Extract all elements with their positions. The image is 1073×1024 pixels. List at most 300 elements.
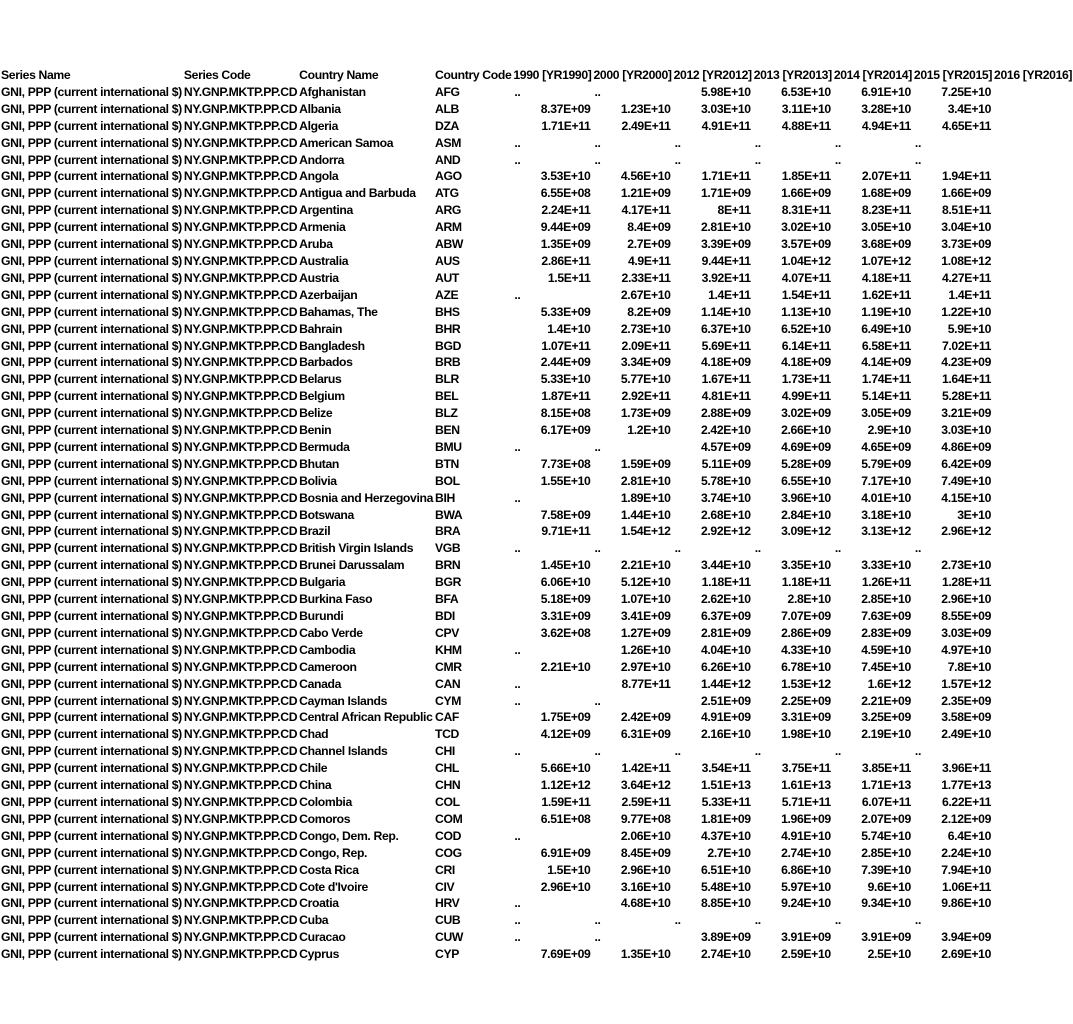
table-cell: 4.99E+11 [781,389,831,404]
table-cell: NY.GNP.MKTP.PP.CD [183,761,298,776]
table-cell: .. [514,693,521,708]
table-cell: NY.GNP.MKTP.PP.CD [183,913,298,928]
table-cell: 4.12E+09 [540,727,591,742]
table-row [0,895,1073,912]
table-cell: CIV [435,879,455,894]
table-cell: GNI, PPP (current international $) [1,355,182,370]
table-cell: GNI, PPP (current international $) [1,287,182,302]
table-cell: .. [754,541,761,556]
table-cell [993,693,1073,710]
table-cell: NY.GNP.MKTP.PP.CD [183,609,298,623]
table-row [0,439,1073,456]
table-cell: 8.51E+11 [941,203,992,218]
table-row [0,760,1073,777]
table-cell: 5.71E+11 [781,794,831,809]
table-cell: Cayman Islands [299,693,388,708]
table-row [0,828,1073,845]
table-cell: 8.2E+09 [627,304,671,319]
table-cell: BWA [435,507,463,522]
table-cell: GNI, PPP (current international $) [1,778,182,793]
table-cell: GNI, PPP (current international $) [1,304,182,319]
table-cell: 5.28E+09 [781,456,831,471]
table-cell: 1.67E+11 [701,372,751,387]
table-cell: CHI [435,744,455,759]
table-cell: NY.GNP.MKTP.PP.CD [183,947,298,962]
table-cell: 7.17E+10 [861,473,911,488]
table-row [0,523,1073,540]
table-cell: 7.8E+10 [947,659,992,674]
table-cell: GNI, PPP (current international $) [1,930,182,945]
table-cell: 3.4E+10 [947,101,992,116]
table-cell: 1.13E+10 [781,304,831,319]
table-cell: ATG [435,186,459,201]
table-cell: 3.34E+09 [620,355,671,370]
table-cell [993,118,1073,135]
table-cell: 2.86E+09 [781,625,831,640]
table-cell: 5.18E+09 [540,592,591,607]
table-cell: .. [594,152,601,167]
table-cell: 4.97E+10 [941,642,992,657]
table-cell: 6.86E+10 [781,862,831,877]
table-cell: 4.15E+10 [941,490,992,505]
table-cell: 1.21E+09 [620,186,671,201]
table-cell: 6.49E+10 [861,321,911,336]
table-cell: Burkina Faso [299,592,373,607]
table-cell: 2.8E+10 [787,592,831,607]
table-cell: 2.33E+11 [621,270,671,285]
table-cell: .. [674,913,681,928]
table-cell: 1.77E+13 [941,778,992,793]
table-cell: .. [594,135,601,150]
table-row [0,912,1073,929]
table-cell: 2.74E+10 [781,845,831,860]
table-cell: Australia [299,253,349,268]
table-cell: NY.GNP.MKTP.PP.CD [183,423,298,438]
table-row [0,371,1073,388]
table-cell: BOL [435,473,460,488]
table-cell [993,642,1073,659]
table-cell: 3.68E+09 [861,237,911,252]
table-cell: 1.44E+10 [620,507,671,522]
table-cell: 2.12E+09 [941,811,992,826]
table-cell: 3.62E+08 [540,625,591,640]
table-cell: 2.21E+10 [620,558,671,573]
column-header: Country Code [435,68,512,82]
table-cell [993,490,1073,507]
table-cell: BGD [435,338,462,353]
table-cell: ARM [435,220,462,235]
table-cell [993,507,1073,524]
table-row [0,845,1073,862]
table-cell: 6.55E+08 [540,186,591,201]
table-cell: DZA [435,118,459,133]
table-cell: 3.94E+09 [941,930,992,945]
table-cell: NY.GNP.MKTP.PP.CD [183,338,298,353]
table-cell: Austria [299,270,339,285]
table-cell: 4.59E+10 [861,642,911,657]
table-cell: GNI, PPP (current international $) [1,744,182,759]
table-cell: NY.GNP.MKTP.PP.CD [183,169,298,184]
table-cell: 1.2E+10 [627,423,671,438]
table-cell: Bahamas, The [299,304,378,319]
table-cell: BEN [435,423,460,438]
table-cell: 1.62E+11 [861,287,911,302]
table-cell: 2.92E+11 [621,389,671,404]
table-cell: 4.57E+09 [700,439,751,454]
table-cell [993,236,1073,253]
table-cell: 7.58E+09 [540,507,591,522]
table-cell: 9.44E+11 [701,253,751,268]
table-cell [993,405,1073,422]
table-cell [993,287,1073,304]
table-cell: 1.85E+11 [781,169,831,184]
table-cell: COG [435,845,462,860]
table-cell: Cote d'Ivoire [299,879,368,894]
table-cell: 1.26E+11 [861,575,911,590]
table-cell: CUB [435,913,461,928]
table-cell: Andorra [299,152,345,167]
table-cell: NY.GNP.MKTP.PP.CD [183,794,298,809]
table-cell: 1.35E+09 [540,237,591,252]
table-cell: 4.56E+10 [620,169,671,184]
table-cell: BIH [435,490,455,505]
table-row [0,794,1073,811]
table-cell: American Samoa [299,135,394,150]
table-cell: HRV [435,896,460,911]
table-cell: 1.18E+11 [701,575,751,590]
table-cell: 5.97E+10 [781,879,831,894]
table-cell: 4.18E+11 [861,270,911,285]
table-cell: Belize [299,406,333,421]
table-cell [993,709,1073,726]
header-row [0,67,1073,84]
table-cell: 9.6E+10 [867,879,911,894]
table-cell: 3.89E+09 [700,930,751,945]
table-cell: GNI, PPP (current international $) [1,609,182,623]
table-cell: 2.96E+12 [941,524,992,539]
table-cell: 2.51E+09 [700,693,751,708]
table-cell [993,135,1073,152]
table-cell: 5.12E+10 [620,575,671,590]
table-cell: 8.23E+11 [861,203,911,218]
table-row [0,709,1073,726]
table-cell: 3.41E+09 [620,609,671,623]
table-cell [993,676,1073,693]
table-cell: NY.GNP.MKTP.PP.CD [183,406,298,421]
table-cell: .. [834,135,841,150]
table-cell: 5.78E+10 [700,473,751,488]
table-row [0,625,1073,642]
table-row [0,811,1073,828]
table-cell: NY.GNP.MKTP.PP.CD [183,930,298,945]
table-cell: 1.53E+12 [781,676,831,691]
table-cell: China [299,778,332,793]
table-cell: 1.66E+09 [941,186,992,201]
table-cell: GNI, PPP (current international $) [1,237,182,252]
table-cell: Bangladesh [299,338,365,353]
table-cell: 2.74E+10 [700,947,751,962]
table-cell: 1.14E+10 [700,304,751,319]
table-cell: 2.44E+09 [540,355,591,370]
table-cell: 2.09E+11 [621,338,671,353]
table-cell: Curacao [299,930,346,945]
table-cell: 1.71E+11 [541,118,591,133]
table-row [0,557,1073,574]
table-cell: 4.91E+10 [781,828,831,843]
table-cell: 5.28E+11 [941,389,992,404]
column-header: 2014 [YR2014] [833,68,912,82]
table-cell: 5.74E+10 [861,828,911,843]
table-cell: .. [594,913,601,928]
table-cell: .. [914,744,921,759]
table-cell [993,862,1073,879]
table-cell: 7.73E+08 [540,456,591,471]
table-cell: 1.61E+13 [781,778,831,793]
table-row [0,321,1073,338]
table-cell: 1.54E+12 [620,524,671,539]
table-cell: 3.75E+11 [781,761,831,776]
table-row [0,659,1073,676]
table-cell: 4.27E+11 [941,270,992,285]
table-cell: 6.52E+10 [781,321,831,336]
table-cell: NY.GNP.MKTP.PP.CD [183,439,298,454]
table-row [0,405,1073,422]
table-cell: 1.96E+09 [781,811,831,826]
table-cell: .. [514,84,521,99]
table-cell: .. [674,152,681,167]
table-cell [993,895,1073,912]
table-cell: 1.27E+09 [620,625,671,640]
table-cell: 1.51E+13 [700,778,751,793]
table-row [0,304,1073,321]
table-cell: 2.49E+10 [941,727,992,742]
table-row [0,591,1073,608]
table-cell: NY.GNP.MKTP.PP.CD [183,355,298,370]
table-cell: GNI, PPP (current international $) [1,879,182,894]
table-cell: 1.81E+09 [700,811,751,826]
table-cell: 2.9E+10 [867,423,911,438]
table-cell: 6.78E+10 [781,659,831,674]
table-row [0,236,1073,253]
table-cell: 2.81E+10 [620,473,671,488]
table-cell: Burundi [299,609,344,623]
table-cell: 2.16E+10 [700,727,751,742]
column-header: Series Code [183,68,251,82]
table-cell: 1.08E+12 [941,253,992,268]
table-cell: AGO [435,169,462,184]
table-cell: GNI, PPP (current international $) [1,253,182,268]
table-cell [993,557,1073,574]
table-cell: NY.GNP.MKTP.PP.CD [183,203,298,218]
table-cell: 1.75E+09 [540,710,591,725]
table-cell [993,523,1073,540]
table-cell [993,828,1073,845]
table-cell: 7.49E+10 [941,473,992,488]
table-cell [993,152,1073,169]
table-cell: 2.07E+11 [861,169,911,184]
table-row [0,253,1073,270]
table-cell: GNI, PPP (current international $) [1,152,182,167]
table-cell: BFA [435,592,459,607]
table-cell: 5.98E+10 [700,84,751,99]
table-cell: .. [594,541,601,556]
table-cell: 2.83E+09 [861,625,911,640]
table-cell: 3.85E+11 [861,761,911,776]
table-cell: 2.21E+10 [540,659,591,674]
table-cell: .. [834,913,841,928]
table-cell: .. [514,541,521,556]
table-cell: 6.4E+10 [947,828,992,843]
table-cell: Channel Islands [299,744,388,759]
table-cell: 8.37E+09 [540,101,591,116]
table-cell: CAF [435,710,459,725]
table-cell: GNI, PPP (current international $) [1,389,182,404]
table-cell: NY.GNP.MKTP.PP.CD [183,101,298,116]
table-cell: .. [914,152,921,167]
table-row [0,726,1073,743]
table-cell: 2.73E+10 [941,558,992,573]
table-row [0,101,1073,118]
table-cell: GNI, PPP (current international $) [1,761,182,776]
table-cell: 3.11E+10 [781,101,831,116]
table-cell: 5.9E+10 [947,321,992,336]
table-cell: .. [754,913,761,928]
table-cell: BGR [435,575,462,590]
table-cell: NY.GNP.MKTP.PP.CD [183,659,298,674]
table-cell: NY.GNP.MKTP.PP.CD [183,118,298,133]
table-cell: 3.33E+10 [861,558,911,573]
table-row [0,507,1073,524]
table-cell: 1.71E+11 [701,169,751,184]
table-cell: 1.23E+10 [620,101,671,116]
table-cell: 2.25E+09 [781,693,831,708]
table-cell: 2.85E+10 [861,845,911,860]
table-cell: 1.6E+12 [867,676,911,691]
table-cell: 5.69E+11 [701,338,751,353]
table-cell: NY.GNP.MKTP.PP.CD [183,710,298,725]
table-cell: .. [754,152,761,167]
table-cell: Bhutan [299,456,340,471]
table-cell: NY.GNP.MKTP.PP.CD [183,811,298,826]
table-cell: 6.17E+09 [540,423,591,438]
table-cell: 9.24E+10 [781,896,831,911]
table-cell: CHN [435,778,461,793]
table-cell: Cyprus [299,947,340,962]
table-cell: 7.07E+09 [781,609,831,623]
table-cell: Chad [299,727,329,742]
table-cell: 8.85E+10 [700,896,751,911]
table-cell: 4.94E+11 [861,118,911,133]
table-cell: 1.44E+12 [700,676,751,691]
table-cell: 3.31E+09 [781,710,831,725]
table-cell: GNI, PPP (current international $) [1,220,182,235]
table-cell: 1.68E+09 [861,186,911,201]
table-cell: GNI, PPP (current international $) [1,642,182,657]
table-cell: .. [514,828,521,843]
table-cell: .. [594,930,601,945]
table-cell: BEL [435,389,459,404]
table-cell: 1.5E+11 [547,270,591,285]
table-cell: 3.03E+09 [941,625,992,640]
table-cell: 2.07E+09 [861,811,911,826]
table-cell: 3.28E+10 [861,101,911,116]
table-cell: GNI, PPP (current international $) [1,659,182,674]
table-cell: GNI, PPP (current international $) [1,693,182,708]
table-cell: GNI, PPP (current international $) [1,947,182,962]
table-cell: NY.GNP.MKTP.PP.CD [183,220,298,235]
table-body [0,84,1073,963]
table-cell: NY.GNP.MKTP.PP.CD [183,372,298,387]
table-cell: 6.22E+11 [941,794,992,809]
table-cell: 3.04E+10 [941,220,992,235]
table-cell: NY.GNP.MKTP.PP.CD [183,744,298,759]
table-cell: NY.GNP.MKTP.PP.CD [183,727,298,742]
table-cell: .. [514,930,521,945]
table-cell: 1.12E+12 [540,778,591,793]
table-cell: 1.4E+11 [708,287,751,302]
table-cell: GNI, PPP (current international $) [1,84,182,99]
table-cell [993,304,1073,321]
table-cell: Comoros [299,811,351,826]
table-cell: 6.37E+10 [700,321,751,336]
table-cell: NY.GNP.MKTP.PP.CD [183,828,298,843]
table-row [0,743,1073,760]
table-cell: GNI, PPP (current international $) [1,406,182,421]
table-cell: 2.73E+10 [620,321,671,336]
table-cell: 1.4E+10 [547,321,591,336]
column-header: 2000 [YR2000] [593,68,672,82]
table-cell: 5.11E+09 [701,456,751,471]
table-cell: NY.GNP.MKTP.PP.CD [183,253,298,268]
table-cell: 6.07E+11 [861,794,911,809]
table-cell: 3.25E+09 [861,710,911,725]
table-cell: 7.63E+09 [861,609,911,623]
table-cell: Cambodia [299,642,356,657]
table-cell: .. [754,135,761,150]
table-cell: 3.96E+11 [941,761,992,776]
table-cell: GNI, PPP (current international $) [1,203,182,218]
table-cell: 7.39E+10 [861,862,911,877]
table-cell [993,219,1073,236]
table-cell: 2.85E+10 [861,592,911,607]
table-cell: NY.GNP.MKTP.PP.CD [183,862,298,877]
table-cell: NY.GNP.MKTP.PP.CD [183,152,298,167]
table-cell: 6.14E+11 [781,338,831,353]
table-cell: GNI, PPP (current international $) [1,101,182,116]
table-cell: 5.77E+10 [620,372,671,387]
table-cell: GNI, PPP (current international $) [1,575,182,590]
table-cell: GNI, PPP (current international $) [1,625,182,640]
table-cell: .. [514,676,521,691]
table-cell: 4.07E+11 [781,270,831,285]
table-cell: 6.51E+08 [540,811,591,826]
table-cell: AZE [435,287,459,302]
table-row [0,929,1073,946]
table-cell: 1.04E+12 [781,253,831,268]
table-cell: Angola [299,169,339,184]
table-cell: 2.42E+10 [700,423,751,438]
table-row [0,473,1073,490]
table-cell: CUW [435,930,464,945]
table-cell: 6.42E+09 [941,456,992,471]
table-cell: COL [435,794,460,809]
table-cell: 4.04E+10 [700,642,751,657]
table-cell: 6.55E+10 [781,473,831,488]
table-cell: CYM [435,693,462,708]
table-cell: 3.96E+10 [781,490,831,505]
table-cell: GNI, PPP (current international $) [1,423,182,438]
table-row [0,219,1073,236]
